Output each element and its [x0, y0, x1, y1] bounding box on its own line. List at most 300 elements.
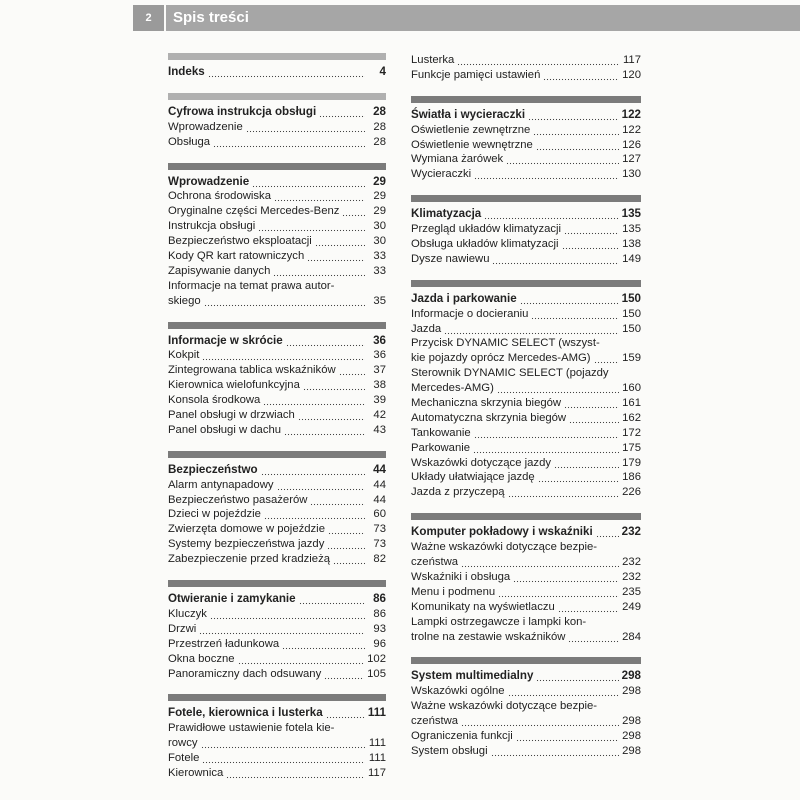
entry-page: 172	[622, 426, 641, 439]
toc-entry[interactable]	[411, 152, 641, 167]
entry-page: 298	[622, 685, 641, 698]
entry-page: 161	[622, 397, 641, 410]
dot-leader	[531, 307, 619, 322]
entry-text: czeństwa	[411, 556, 459, 569]
entry-page: 159	[622, 352, 641, 365]
entry-text: Przegląd układów klimatyzacji	[411, 223, 562, 236]
toc-entry[interactable]	[411, 167, 641, 182]
entry-page: 96	[373, 637, 386, 650]
entry-page: 135	[621, 207, 641, 221]
entry-page: 111	[367, 706, 386, 720]
dot-leader	[444, 322, 619, 337]
toc-entry[interactable]	[168, 667, 386, 682]
dot-leader	[252, 175, 365, 190]
dot-leader	[568, 630, 619, 645]
dot-leader	[264, 507, 365, 522]
toc-entry[interactable]	[411, 138, 641, 153]
entry-text: Bezpieczeństwo	[168, 462, 258, 476]
section-divider-bar	[411, 280, 641, 287]
entry-page: 232	[622, 556, 641, 569]
entry-page: 33	[373, 264, 386, 277]
toc-entry[interactable]	[411, 485, 641, 500]
toc-entry[interactable]	[168, 234, 386, 249]
entry-text: Fotele, kierownica i lusterka	[168, 706, 323, 720]
entry-page: 38	[373, 379, 386, 392]
toc-entry-line[interactable]	[411, 336, 641, 351]
entry-page: 186	[622, 471, 641, 484]
toc-section	[168, 163, 386, 309]
toc-entry[interactable]	[168, 120, 386, 135]
toc-entry[interactable]	[168, 204, 386, 219]
toc-chapter-title[interactable]	[411, 669, 641, 684]
toc-chapter-title[interactable]	[411, 292, 641, 307]
entry-page: 73	[373, 538, 386, 551]
toc-entry[interactable]	[168, 622, 386, 637]
entry-text: Wymiana żarówek	[411, 153, 504, 166]
entry-text: Kokpit	[168, 349, 200, 362]
dot-leader	[282, 637, 365, 652]
section-divider-bar	[168, 93, 386, 100]
entry-text: Kierownica wielofunkcyjna	[168, 379, 300, 392]
entry-text: Przestrzeń ładunkowa	[168, 637, 280, 650]
toc-entry[interactable]	[411, 222, 641, 237]
entry-page: 226	[622, 486, 641, 499]
entry-text: Menu i podmenu	[411, 585, 496, 598]
toc-section	[411, 280, 641, 500]
entry-text: Wycieraczki	[411, 168, 472, 181]
entry-page: 298	[621, 669, 641, 683]
entry-text: Kody QR kart ratowniczych	[168, 250, 305, 263]
entry-page: 4	[379, 65, 386, 78]
section-divider-bar	[168, 163, 386, 170]
entry-text: Bezpieczeństwo eksploatacji	[168, 235, 312, 248]
toc-entry[interactable]	[411, 570, 641, 585]
toc-entry[interactable]	[168, 363, 386, 378]
toc-chapter-title[interactable]	[411, 207, 641, 222]
section-divider-bar	[168, 53, 386, 60]
entry-text: Kierownica	[168, 766, 224, 779]
entry-text: Wprowadzenie	[168, 120, 243, 133]
toc-entry[interactable]	[168, 607, 386, 622]
entry-text: Lusterka	[411, 54, 455, 66]
entry-page: 298	[622, 715, 641, 728]
toc-entry[interactable]	[411, 630, 641, 645]
toc-chapter-title[interactable]	[168, 334, 386, 349]
entry-text: Zintegrowana tablica wskaźników	[168, 364, 336, 377]
dot-leader	[457, 53, 620, 68]
toc-entry[interactable]	[168, 652, 386, 667]
toc-entry[interactable]	[168, 264, 386, 279]
entry-text: Ochrona środowiska	[168, 190, 271, 203]
toc-chapter-title[interactable]	[411, 108, 641, 123]
entry-text: Informacje w skrócie	[168, 333, 283, 347]
toc-section	[168, 53, 386, 80]
entry-page: 162	[622, 411, 641, 424]
dot-leader	[562, 237, 620, 252]
entry-text: Ważne wskazówki dotyczące bezpie-	[411, 700, 598, 713]
dot-leader	[594, 351, 620, 366]
toc-entry-line[interactable]	[411, 540, 641, 555]
toc-entry[interactable]	[411, 411, 641, 426]
toc-chapter-title[interactable]	[411, 525, 641, 540]
entry-text: Panel obsługi w drzwiach	[168, 409, 295, 422]
entry-text: Mechaniczna skrzynia biegów	[411, 397, 562, 410]
entry-page: 82	[373, 553, 386, 566]
entry-text: Wprowadzenie	[168, 174, 250, 188]
entry-page: 150	[622, 322, 641, 335]
dot-leader	[202, 751, 365, 766]
entry-text: Systemy bezpieczeństwa jazdy	[168, 538, 325, 551]
entry-text: Jazda i parkowanie	[411, 291, 517, 305]
toc-entry[interactable]	[411, 585, 641, 600]
toc-entry[interactable]	[168, 219, 386, 234]
dot-leader	[520, 292, 619, 307]
dot-leader	[286, 334, 365, 349]
entry-text: Instrukcja obsługi	[168, 220, 256, 233]
dot-leader	[226, 766, 365, 781]
entry-page: 105	[367, 667, 386, 680]
dot-leader	[484, 207, 618, 222]
entry-page: 298	[622, 729, 641, 742]
entry-page: 43	[373, 423, 386, 436]
entry-page: 122	[621, 107, 641, 121]
toc-section	[168, 93, 386, 150]
toc-entry[interactable]	[168, 736, 386, 751]
toc-entry[interactable]	[168, 249, 386, 264]
entry-text: Wskazówki ogólne	[411, 685, 505, 698]
entry-page: 42	[373, 409, 386, 422]
dot-leader	[326, 706, 365, 721]
toc-section	[411, 195, 641, 267]
entry-text: Drzwi	[168, 622, 197, 635]
entry-text: Zapisywanie danych	[168, 264, 271, 277]
toc-entry[interactable]	[168, 423, 386, 438]
entry-page: 117	[622, 54, 641, 66]
entry-page: 36	[373, 333, 386, 347]
entry-text: skiego	[168, 294, 201, 307]
entry-page: 249	[622, 600, 641, 613]
dot-leader	[274, 189, 365, 204]
entry-page: 120	[622, 68, 641, 81]
toc-chapter-title[interactable]	[168, 463, 386, 478]
dot-leader	[543, 68, 619, 83]
toc-chapter-title[interactable]	[168, 65, 386, 80]
entry-page: 39	[373, 394, 386, 407]
dot-leader	[319, 105, 365, 120]
entry-page: 232	[621, 525, 641, 539]
entry-text: Oświetlenie zewnętrzne	[411, 123, 531, 136]
toc-entry[interactable]	[411, 123, 641, 138]
section-divider-bar	[168, 322, 386, 329]
toc-section	[411, 513, 641, 644]
entry-text: Światła i wycieraczki	[411, 107, 526, 121]
entry-text: Bezpieczeństwo pasażerów	[168, 493, 308, 506]
section-divider-bar	[411, 513, 641, 520]
dot-leader	[513, 570, 619, 585]
toc-entry[interactable]	[411, 252, 641, 267]
entry-page: 73	[373, 523, 386, 536]
dot-leader	[258, 219, 365, 234]
section-divider-bar	[168, 451, 386, 458]
dot-leader	[199, 622, 365, 637]
dot-leader	[277, 478, 366, 493]
dot-leader	[307, 249, 365, 264]
entry-page: 150	[622, 307, 641, 320]
dot-leader	[315, 234, 365, 249]
toc-entry[interactable]	[411, 396, 641, 411]
toc-entry[interactable]	[411, 426, 641, 441]
entry-page: 111	[368, 737, 386, 750]
toc-entry[interactable]	[168, 537, 386, 552]
dot-leader	[261, 463, 365, 478]
entry-page: 117	[367, 766, 386, 779]
toc-chapter-title[interactable]	[168, 175, 386, 190]
toc-entry[interactable]	[411, 237, 641, 252]
entry-page: 175	[622, 441, 641, 454]
toc-entry-line[interactable]	[411, 699, 641, 714]
toc-chapter-title[interactable]	[168, 105, 386, 120]
entry-text: Wskazówki dotyczące jazdy	[411, 456, 552, 469]
entry-page: 232	[622, 570, 641, 583]
toc-entry[interactable]	[168, 478, 386, 493]
dot-leader	[564, 396, 619, 411]
entry-page: 160	[622, 382, 641, 395]
dot-leader	[298, 408, 365, 423]
toc-entry[interactable]	[411, 555, 641, 570]
page-title: Spis treści	[173, 9, 249, 26]
entry-text: Konsola środkowa	[168, 394, 261, 407]
entry-text: Prawidłowe ustawienie fotela kie-	[168, 722, 335, 735]
toc-entry[interactable]	[411, 381, 641, 396]
dot-leader	[528, 108, 619, 123]
dot-leader	[328, 522, 365, 537]
toc-chapter-title[interactable]	[168, 706, 386, 721]
entry-page: 102	[367, 652, 386, 665]
entry-text: Informacje o docieraniu	[411, 307, 529, 320]
entry-text: System obsługi	[411, 744, 488, 757]
page-header	[133, 5, 800, 31]
entry-text: Panoramiczny dach odsuwany	[168, 667, 322, 680]
toc-entry[interactable]	[168, 189, 386, 204]
entry-page: 44	[373, 493, 386, 506]
toc-entry[interactable]	[411, 68, 641, 83]
dot-leader	[558, 600, 619, 615]
entry-text: Oświetlenie wewnętrzne	[411, 138, 533, 151]
entry-text: Funkcje pamięci ustawień	[411, 68, 541, 81]
dot-leader	[204, 294, 365, 309]
entry-page: 135	[622, 223, 641, 236]
entry-text: Klimatyzacja	[411, 207, 482, 221]
toc-column-left	[168, 53, 386, 781]
entry-page: 298	[622, 744, 641, 757]
dot-leader	[461, 555, 619, 570]
toc-entry[interactable]	[168, 348, 386, 363]
dot-leader	[516, 729, 619, 744]
entry-page: 122	[622, 123, 641, 136]
entry-text: Panel obsługi w dachu	[168, 423, 282, 436]
entry-text: Ograniczenia funkcji	[411, 729, 513, 742]
dot-leader	[491, 744, 620, 759]
entry-text: Lampki ostrzegawcze i lampki kon-	[411, 615, 587, 628]
dot-leader	[208, 65, 365, 80]
dot-leader	[213, 135, 365, 150]
dot-leader	[303, 378, 365, 393]
entry-page: 150	[621, 291, 641, 305]
entry-text: Ważne wskazówki dotyczące bezpie-	[411, 541, 598, 554]
section-divider-bar	[168, 694, 386, 701]
dot-leader	[533, 123, 619, 138]
dot-leader	[497, 381, 619, 396]
entry-page: 28	[373, 104, 386, 118]
entry-page: 33	[373, 250, 386, 263]
entry-text: Alarm antynapadowy	[168, 478, 274, 491]
toc-section	[411, 657, 641, 758]
toc-entry[interactable]	[411, 441, 641, 456]
entry-text: trolne na zestawie wskaźników	[411, 630, 566, 643]
entry-page: 86	[373, 607, 386, 620]
entry-text: rowcy	[168, 737, 198, 750]
entry-page: 60	[373, 508, 386, 521]
entry-text: Kluczyk	[168, 607, 207, 620]
entry-text: Wskaźniki i obsługa	[411, 570, 511, 583]
entry-page: 111	[368, 752, 386, 765]
dot-leader	[492, 252, 619, 267]
entry-text: Dzieci w pojeździe	[168, 508, 261, 521]
dot-leader	[473, 441, 619, 456]
entry-page: 149	[622, 252, 641, 265]
toc-entry[interactable]	[168, 751, 386, 766]
toc-column-right	[411, 53, 641, 759]
toc-entry[interactable]	[168, 135, 386, 150]
dot-leader	[299, 592, 365, 607]
entry-page: 130	[622, 168, 641, 181]
dot-leader	[498, 585, 619, 600]
entry-text: System multimedialny	[411, 669, 534, 683]
dot-leader	[202, 348, 365, 363]
dot-leader	[564, 222, 619, 237]
entry-text: Otwieranie i zamykanie	[168, 592, 296, 606]
entry-text: kie pojazdy oprócz Mercedes-AMG)	[411, 352, 591, 365]
toc-entry[interactable]	[411, 684, 641, 699]
dot-leader	[339, 363, 365, 378]
toc-section	[168, 322, 386, 438]
dot-leader	[324, 667, 364, 682]
toc-section	[411, 53, 641, 83]
toc-entry[interactable]	[168, 522, 386, 537]
section-divider-bar	[411, 96, 641, 103]
entry-text: Automatyczna skrzynia biegów	[411, 411, 567, 424]
entry-text: Dysze nawiewu	[411, 252, 490, 265]
toc-entry-line[interactable]	[411, 366, 641, 381]
dot-leader	[536, 669, 618, 684]
dot-leader	[461, 714, 619, 729]
dot-leader	[474, 167, 619, 182]
toc-chapter-title[interactable]	[168, 592, 386, 607]
section-divider-bar	[411, 195, 641, 202]
dot-leader	[327, 537, 365, 552]
toc-entry[interactable]	[168, 507, 386, 522]
entry-text: Tankowanie	[411, 426, 471, 439]
toc-entry[interactable]	[168, 294, 386, 309]
toc-entry[interactable]	[411, 744, 641, 759]
entry-text: Obsługa	[168, 135, 211, 148]
toc-entry[interactable]	[168, 552, 386, 567]
section-divider-bar	[168, 580, 386, 587]
entry-text: Informacje na temat prawa autor-	[168, 279, 335, 292]
toc-entry[interactable]	[168, 493, 386, 508]
entry-page: 28	[373, 120, 386, 133]
entry-text: Komunikaty na wyświetlaczu	[411, 600, 555, 613]
toc-entry[interactable]	[411, 53, 641, 68]
dot-leader	[538, 470, 619, 485]
entry-text: Mercedes-AMG)	[411, 382, 494, 395]
entry-text: Fotele	[168, 752, 200, 765]
entry-text: Układy ułatwiające jazdę	[411, 471, 535, 484]
entry-text: Indeks	[168, 65, 205, 78]
toc-entry[interactable]	[168, 408, 386, 423]
entry-text: czeństwa	[411, 715, 459, 728]
toc-section	[168, 451, 386, 567]
toc-entry[interactable]	[411, 307, 641, 322]
toc-entry-line[interactable]	[168, 721, 386, 736]
entry-page: 284	[622, 630, 641, 643]
dot-leader	[210, 607, 365, 622]
toc-entry-line[interactable]	[411, 615, 641, 630]
dot-leader	[554, 456, 619, 471]
dot-leader	[508, 684, 620, 699]
dot-leader	[201, 736, 366, 751]
toc-entry[interactable]	[168, 393, 386, 408]
entry-page: 93	[373, 622, 386, 635]
dot-leader	[506, 152, 619, 167]
dot-leader	[536, 138, 619, 153]
entry-text: Sterownik DYNAMIC SELECT (pojazdy	[411, 367, 609, 380]
toc-section	[168, 580, 386, 681]
entry-text: Obsługa układów klimatyzacji	[411, 238, 559, 251]
dot-leader	[596, 525, 619, 540]
toc-entry[interactable]	[411, 456, 641, 471]
entry-page: 126	[622, 138, 641, 151]
toc-entry-line[interactable]	[168, 279, 386, 294]
toc-entry[interactable]	[168, 637, 386, 652]
entry-page: 86	[373, 592, 386, 606]
entry-page: 29	[373, 190, 386, 203]
entry-page: 37	[373, 364, 386, 377]
toc-entry[interactable]	[411, 729, 641, 744]
page-number: 2	[133, 5, 166, 31]
dot-leader	[238, 652, 365, 667]
entry-text: Okna boczne	[168, 652, 235, 665]
dot-leader	[342, 204, 365, 219]
entry-text: Jazda	[411, 322, 442, 335]
entry-page: 30	[373, 235, 386, 248]
toc-entry[interactable]	[411, 351, 641, 366]
dot-leader	[273, 264, 365, 279]
entry-page: 44	[373, 478, 386, 491]
entry-page: 179	[622, 456, 641, 469]
entry-page: 36	[373, 349, 386, 362]
toc-entry[interactable]	[411, 470, 641, 485]
toc-entry[interactable]	[168, 378, 386, 393]
entry-page: 29	[373, 205, 386, 218]
dot-leader	[310, 493, 365, 508]
toc-entry[interactable]	[411, 714, 641, 729]
toc-entry[interactable]	[411, 322, 641, 337]
entry-text: Oryginalne części Mercedes-Benz	[168, 205, 340, 218]
toc-entry[interactable]	[411, 600, 641, 615]
toc-entry[interactable]	[168, 766, 386, 781]
entry-page: 29	[373, 174, 386, 188]
